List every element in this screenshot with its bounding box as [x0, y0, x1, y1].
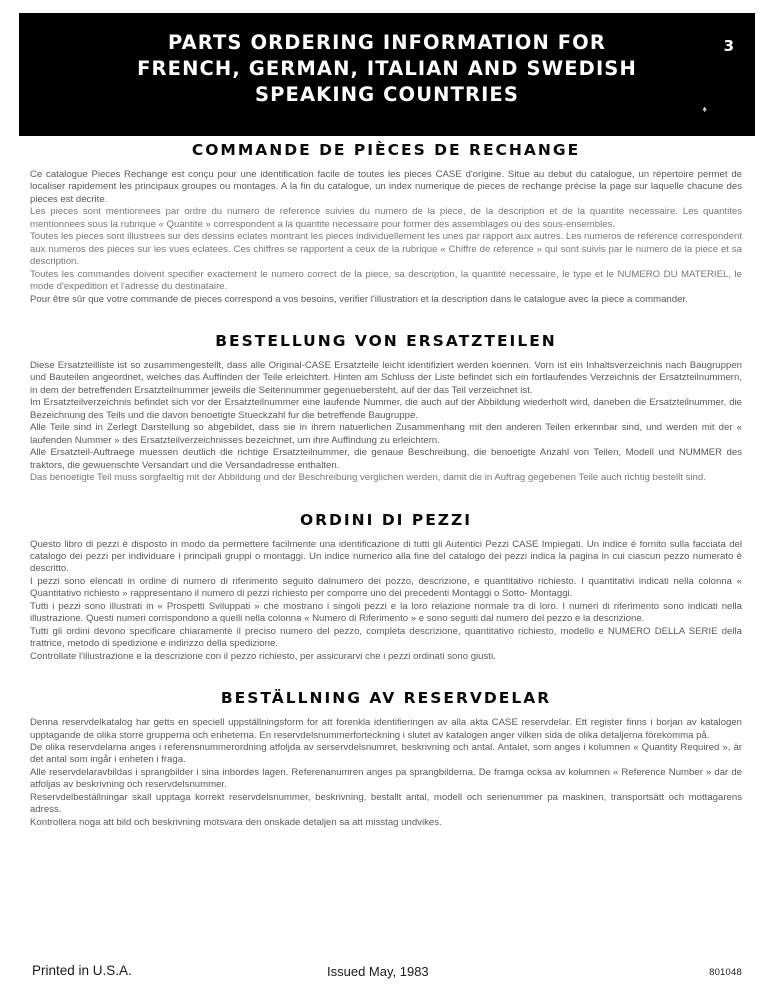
paragraph: Alle Ersatzteil-Auftraege muessen deutlich die richtige Ersatzteilnummer, die genaue Beschreibung, die benoetigte Anzahl von Teilen, Modell und NUMMER des traktors, die gewuenschte Versandart und die Versandadresse enthalten. — [30, 447, 742, 471]
page-number: 3 — [723, 37, 734, 55]
paragraph: Das benoetigte Teil muss sorgfaeltig mit der Abbildung und der Beschreibung verglichen werden, damit die in Auftrag gegebenen Teile auch richtig bestellt sind. — [30, 472, 706, 484]
section-body-swedish — [30, 717, 742, 829]
paragraph: Reservdelbeställningar skall upptaga korrekt reservdelsnummer, beskrivning, bestallt antal, modell och serienummer pa maskinen, transportsätt och mottagarens adress. — [30, 791, 742, 816]
page-header-banner — [19, 13, 755, 136]
page-footer — [30, 963, 742, 985]
section-heading-swedish: BESTÄLLNING AV RESERVDELAR — [220, 689, 552, 708]
paragraph: De olika reservdelarna anges i referensnummerordning atfoljda av serservdelsnumret, beskrivning och antal. Antalet, som anges i kolumnen « Quantity Required », är det antal som ingår i enheten i fraga. — [30, 741, 742, 766]
paragraph: Tutti gli ordini devono specificare chiaramente il preciso numero del pezzo, completa descrizione, quantitativo richiesto, modello e NUMERO DELLA SERIE della trattrice, metodo di spedizione e indirizzo della spedizione. — [30, 625, 742, 650]
paragraph: I pezzi sono elencati in ordine di numero di riferimento seguito dalnumero dei pozzo, descrizione, e quantitativo richiesto. I quantitativi indicati nella colonna « Quantitativo richiesto » rappresentano il numero di pezzi richiesto per comporre uno dei precedenti Montaggi o Sotto- Montaggi. — [30, 575, 742, 600]
section-body-german — [30, 360, 742, 485]
footer-document-number: 801048 — [709, 967, 742, 978]
paragraph: Tutti i pezzi sono illustrati in « Prospetti Sviluppati » che mostrano i singoli pezzi e la loro relazione normale tra di loro. I numeri di riferimento sono indicati nella illustrazione. Questi numeri corrispondono a quelli nella colonna « Numero di Riferimento » e sono seguiti dal numero del pezzo e la descrizione. — [30, 600, 742, 625]
paragraph: Denna reservdelkatalog har getts en speciell uppställningsform for att forenkla identifieringen av alla akta CASE reservdelar. Ett register finns i borjan av katalogen upptagande de olika storre grupperna och enheterna. En reservdelsnummerforteckning i slutet av katalogen anger vilken sida de olika detaljerna förekomma på. — [30, 717, 742, 741]
footer-issue-date: Issued May, 1983 — [327, 964, 429, 979]
scan-artifact-mark: ♦ — [702, 104, 707, 114]
paragraph: Kontrollera noga att bild och beskrivning motsvara den onskade detaljen sa att misstag undvikes. — [30, 816, 442, 828]
page-title — [19, 30, 755, 108]
paragraph: Im Ersatzteilverzeichnis befindet sich vor der Ersatzteilnummer eine laufende Nummer, die auch auf der Abbildung wiederholt wird, daneben die Ersatzteilnummer, die Bezeichnung des Teils und die davon benoetigte Stueckzahl fur die betreffende Baugruppe. — [30, 397, 742, 421]
page-title-line-1: PARTS ORDERING INFORMATION FOR — [168, 31, 606, 54]
paragraph: Ce catalogue Pieces Rechange est conçu pour une identification facile de toutes les pieces CASE d'origine. Situe au debut du catalogue, un répertoire permet de localiser rapidement les principaux groupes ou montages. A la fin du catalogue, un index numerique de pieces de rechange précise la page sur laquelle chacune des pieces est décrite. — [30, 169, 742, 205]
section-italian — [30, 511, 742, 664]
page-title-line-2: FRENCH, GERMAN, ITALIAN AND SWEDISH — [137, 57, 637, 80]
section-swedish — [30, 689, 742, 829]
paragraph: Alle reservdelaravbildas i sprangbilder i sina inbordes lagen. Referenanumren anges pa sprangbilderna. De framga ocksa av kolumnen « Reference Number » dar de atfoljas av beskrivning och reservdelsnummer. — [30, 766, 742, 791]
footer-printed-in: Printed in U.S.A. — [32, 963, 132, 978]
paragraph: Toutes les pieces sont illustrees sur des dessins eclates montrant les pieces individuellement les unes par rapport aux autres. Les numeros de reference correspondent aux numeros des pieces sur les vues eclatees. Ces chiffres se rapportent a ceux de la rubrique « Chiffre de reference » qui sont suivis par le numero de la piece et sa description. — [30, 231, 742, 268]
section-french — [30, 141, 742, 306]
section-german — [30, 332, 742, 485]
paragraph: Diese Ersatzteilliste ist so zusammengestellt, dass alle Original-CASE Ersatzteile leicht identifiziert werden koennen. Vorn ist ein Inhaltsverzeichnis nach Baugruppen und Bauteilen angeordnet, welches das Auffinden der Teile erleichtert. Hinten am Schluss der Liste befindet sich ein fortlaufendes Verzeichnis der Ersatzteilnummern, in dem der betreffenden Ersatzteilnummer jeweils die Seitennummer gegenuebersteht, auf der das Teil verzeichnet ist. — [30, 359, 742, 396]
section-body-french — [30, 169, 742, 306]
page-title-line-3: SPEAKING COUNTRIES — [254, 83, 519, 106]
paragraph: Pour être sûr que votre commande de pieces correspond a vos besoins, verifier l'illustration et la description dans le catalogue avec la piece a commander. — [30, 293, 688, 305]
section-heading-french: COMMANDE DE PIÈCES DE RECHANGE — [191, 141, 581, 159]
paragraph: Questo libro di pezzi è disposto in modo da permettere facilmente una identificazione di tutti gli Autentici Pezzi CASE Impiegati. Un indice è fornito sulla facciata del catalogo dei pezzi per individuare i principali gruppi o montaggi. Un indice numerico alla fine del catalogo dei pezzi indica la pagina in cui ciascun pezzo numerato è descritto. — [30, 538, 742, 575]
paragraph: Controllate l'illustrazione e la descrizione con il pezzo richiesto, per assicurarvi che i pezzi ordinati sono giusti. — [30, 650, 496, 662]
paragraph: Toutes les commandes doivent specifier exactement le numero correct de la piece, sa description, la quantité necessaire, le type et le NUMERO DU MATERIEL, le mode d'expedition et l'adresse du destinataire. — [30, 268, 742, 293]
section-heading-italian: ORDINI DI PEZZI — [299, 510, 473, 529]
paragraph: Les pieces sont mentionnees par ordre du numero de reference suivies du numero de la piece, de la description et de la quantite necessaire. Les quantites mentionnees sous la rubrique « Quantite » correspondent a la quantite necessaire pour former des assemblages ou des sous-ensembles. — [30, 206, 742, 230]
section-body-italian — [30, 539, 742, 664]
section-heading-german: BESTELLUNG VON ERSATZTEILEN — [215, 331, 557, 350]
page-content — [30, 141, 742, 829]
paragraph: Alle Teile sind in Zerlegt Darstellung so abgebildet, dass sie in ihrem natuerlichen Zusammenhang mit den anderen Teilen erkennbar sind, und werden mit der « laufenden Nummer » des Ersatzteilverzeichnisses bezeichnet, um ihre Auffindung zu erleichtern. — [30, 422, 742, 446]
